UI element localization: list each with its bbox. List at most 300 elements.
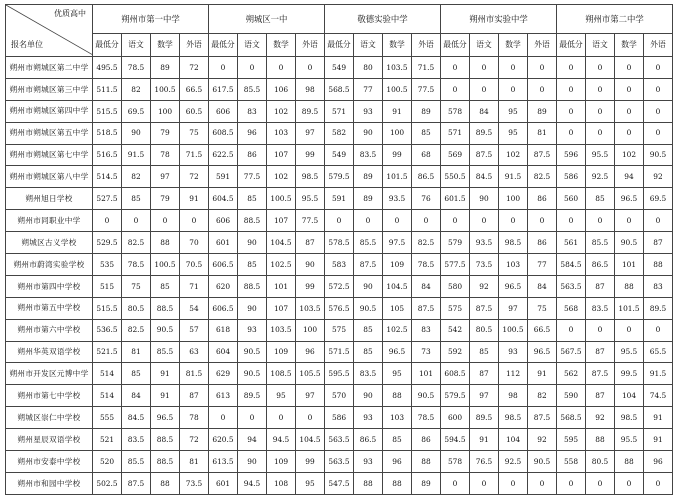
score-cell: 0 [644, 319, 673, 341]
table-row [6, 275, 673, 297]
score-cell: 600 [441, 407, 470, 429]
score-cell: 620 [209, 275, 238, 297]
score-cell: 84 [528, 275, 557, 297]
corner-label-high-school: 优质高中 [54, 9, 86, 18]
score-cell: 596 [557, 144, 586, 166]
score-cell: 102 [499, 144, 528, 166]
score-cell: 0 [615, 57, 644, 79]
score-cell: 102 [267, 166, 296, 188]
score-cell: 0 [586, 472, 615, 494]
score-cell: 101 [615, 254, 644, 276]
score-cell: 89.5 [470, 122, 499, 144]
score-cell: 100.5 [499, 319, 528, 341]
score-cell: 96.5 [528, 341, 557, 363]
score-cell: 95 [499, 100, 528, 122]
score-cell: 0 [151, 210, 180, 232]
score-cell: 0 [557, 100, 586, 122]
score-cell: 0 [528, 472, 557, 494]
score-cell: 515.5 [93, 297, 122, 319]
score-cell: 90.5 [238, 341, 267, 363]
score-cell: 0 [383, 210, 412, 232]
score-cell: 82.5 [122, 232, 151, 254]
score-cell: 586 [557, 166, 586, 188]
score-cell: 85 [586, 188, 615, 210]
score-cell: 100.5 [383, 78, 412, 100]
score-cell: 86 [528, 188, 557, 210]
score-cell: 54 [180, 297, 209, 319]
score-cell: 618 [209, 319, 238, 341]
score-cell: 75 [528, 297, 557, 319]
score-cell: 87 [586, 341, 615, 363]
score-cell: 57 [180, 319, 209, 341]
score-cell: 100.5 [151, 254, 180, 276]
score-cell: 569 [441, 144, 470, 166]
table-row [6, 166, 673, 188]
score-cell: 0 [528, 78, 557, 100]
table-row [6, 122, 673, 144]
score-cell: 75 [180, 122, 209, 144]
corner-label-applicant-unit: 报名单位 [11, 40, 43, 49]
score-cell: 0 [644, 210, 673, 232]
score-cell: 91 [180, 188, 209, 210]
score-cell: 92 [586, 407, 615, 429]
score-cell: 97 [151, 166, 180, 188]
score-cell: 622.5 [209, 144, 238, 166]
score-cell: 81 [122, 341, 151, 363]
score-cell: 90.5 [528, 451, 557, 473]
score-cell: 109 [267, 451, 296, 473]
score-cell: 606.5 [209, 297, 238, 319]
score-cell: 604.5 [209, 188, 238, 210]
score-cell: 105.5 [296, 363, 325, 385]
score-cell: 95.5 [615, 429, 644, 451]
score-cell: 78.5 [412, 407, 441, 429]
score-cell: 582 [325, 122, 354, 144]
score-cell: 89 [412, 100, 441, 122]
score-cell: 87 [180, 385, 209, 407]
score-cell: 107 [267, 210, 296, 232]
score-cell: 100 [296, 319, 325, 341]
score-cell: 84 [122, 385, 151, 407]
score-cell: 98.5 [296, 166, 325, 188]
score-cell: 606.5 [209, 254, 238, 276]
corner-header-cell [6, 5, 93, 57]
score-cell: 577.5 [441, 254, 470, 276]
score-cell: 106 [267, 78, 296, 100]
score-cell: 91 [151, 363, 180, 385]
score-cell: 102.5 [383, 319, 412, 341]
score-cell: 620.5 [209, 429, 238, 451]
score-cell: 613 [209, 385, 238, 407]
score-cell: 82.5 [122, 319, 151, 341]
score-cell: 0 [296, 407, 325, 429]
score-cell: 71.5 [412, 57, 441, 79]
school-header-2: 朔城区一中 [209, 5, 325, 34]
score-cell: 86.5 [412, 166, 441, 188]
score-cell: 72 [180, 166, 209, 188]
score-cell: 77.5 [412, 78, 441, 100]
score-cell: 0 [267, 57, 296, 79]
score-cell: 71 [180, 275, 209, 297]
score-cell: 100.5 [151, 78, 180, 100]
score-cell: 0 [470, 57, 499, 79]
score-cell: 578 [441, 451, 470, 473]
column-header-math: 数学 [615, 34, 644, 57]
applicant-school-name: 朔州市第五中学校 [6, 297, 93, 319]
score-cell: 108.5 [267, 363, 296, 385]
score-cell: 86.5 [586, 254, 615, 276]
score-cell: 514 [93, 385, 122, 407]
score-cell: 83.5 [586, 297, 615, 319]
score-cell: 0 [325, 210, 354, 232]
score-cell: 0 [557, 319, 586, 341]
score-cell: 0 [586, 210, 615, 232]
score-cell: 104.5 [267, 232, 296, 254]
score-cell: 87.5 [528, 407, 557, 429]
score-cell: 85 [354, 341, 383, 363]
score-cell: 570 [325, 385, 354, 407]
score-cell: 88 [383, 385, 412, 407]
score-cell: 98.5 [615, 407, 644, 429]
table-row [6, 297, 673, 319]
applicant-school-name: 朔州市第四中学校 [6, 275, 93, 297]
table-row [6, 232, 673, 254]
column-header-min-score: 最低分 [93, 34, 122, 57]
column-header-english: 外语 [644, 34, 673, 57]
applicant-school-name: 朔州市朔城区第三中学 [6, 78, 93, 100]
score-cell: 95 [499, 122, 528, 144]
score-cell: 97 [499, 297, 528, 319]
score-cell: 93.5 [383, 188, 412, 210]
score-cell: 87 [586, 385, 615, 407]
score-cell: 0 [267, 407, 296, 429]
score-cell: 0 [209, 57, 238, 79]
score-cell: 518.5 [93, 122, 122, 144]
applicant-school-name: 朔州市朔城区第八中学 [6, 166, 93, 188]
score-cell: 575 [441, 297, 470, 319]
score-cell: 0 [615, 472, 644, 494]
score-cell: 84.5 [470, 166, 499, 188]
score-cell: 514.5 [93, 166, 122, 188]
score-cell: 101 [412, 363, 441, 385]
score-cell: 0 [557, 57, 586, 79]
score-cell: 547.5 [325, 472, 354, 494]
score-cell: 78.5 [122, 57, 151, 79]
score-cell: 91.5 [122, 144, 151, 166]
score-cell: 91 [470, 429, 499, 451]
column-header-min-score: 最低分 [325, 34, 354, 57]
score-cell: 88 [354, 472, 383, 494]
score-cell: 87.5 [470, 297, 499, 319]
score-cell: 97.5 [383, 232, 412, 254]
score-cell: 89 [354, 166, 383, 188]
school-header-5: 朔州市第二中学 [557, 5, 673, 34]
column-header-math: 数学 [499, 34, 528, 57]
score-cell: 73.5 [470, 254, 499, 276]
score-cell: 88 [151, 232, 180, 254]
score-cell: 87.5 [528, 144, 557, 166]
score-cell: 88.5 [151, 451, 180, 473]
column-header-math: 数学 [267, 34, 296, 57]
applicant-school-name: 朔州旭日学校 [6, 188, 93, 210]
score-cell: 81 [528, 122, 557, 144]
score-cell: 95.5 [296, 188, 325, 210]
score-cell: 102 [267, 100, 296, 122]
table-row [6, 363, 673, 385]
score-cell: 88.5 [238, 275, 267, 297]
score-cell: 98.5 [499, 407, 528, 429]
score-cell: 102.5 [267, 254, 296, 276]
score-cell: 85.5 [122, 451, 151, 473]
applicant-school-name: 朔州市朔城区第四中学 [6, 100, 93, 122]
score-cell: 85.5 [354, 232, 383, 254]
score-cell: 99.5 [615, 363, 644, 385]
score-cell: 595 [557, 429, 586, 451]
applicant-school-name: 朔州市开发区元博中学 [6, 363, 93, 385]
score-cell: 97 [296, 122, 325, 144]
score-cell: 549 [325, 144, 354, 166]
score-cell: 90 [238, 232, 267, 254]
table-row [6, 254, 673, 276]
score-cell: 590 [557, 385, 586, 407]
score-cell: 562 [557, 363, 586, 385]
score-cell: 112 [499, 363, 528, 385]
score-cell: 0 [615, 122, 644, 144]
score-cell: 95 [267, 385, 296, 407]
score-cell: 98 [499, 385, 528, 407]
score-cell: 549 [325, 57, 354, 79]
score-cell: 0 [586, 78, 615, 100]
score-cell: 84.5 [122, 407, 151, 429]
table-row [6, 144, 673, 166]
score-cell: 83.5 [354, 144, 383, 166]
score-cell: 550.5 [441, 166, 470, 188]
score-cell: 89.5 [238, 385, 267, 407]
score-cell: 73 [412, 341, 441, 363]
applicant-school-name: 朔州星辰双语学校 [6, 429, 93, 451]
score-cell: 96.5 [151, 407, 180, 429]
table-row [6, 100, 673, 122]
score-cell: 104 [615, 385, 644, 407]
table-row [6, 78, 673, 100]
score-cell: 85.5 [586, 232, 615, 254]
score-cell: 0 [296, 57, 325, 79]
score-cell: 91.5 [499, 166, 528, 188]
score-cell: 85.5 [151, 341, 180, 363]
score-cell: 515 [93, 275, 122, 297]
score-cell: 0 [644, 57, 673, 79]
column-header-min-score: 最低分 [441, 34, 470, 57]
score-cell: 78 [151, 144, 180, 166]
score-cell: 591 [325, 188, 354, 210]
table-row [6, 188, 673, 210]
applicant-school-name: 朔州华英双语学校 [6, 341, 93, 363]
column-header-math: 数学 [151, 34, 180, 57]
score-cell: 91 [528, 363, 557, 385]
admission-score-table-container [5, 4, 673, 495]
column-header-english: 外语 [296, 34, 325, 57]
score-cell: 77 [528, 254, 557, 276]
score-cell: 91 [151, 385, 180, 407]
score-cell: 0 [644, 78, 673, 100]
score-cell: 102 [615, 144, 644, 166]
score-cell: 529.5 [93, 232, 122, 254]
score-cell: 579 [441, 232, 470, 254]
score-cell: 0 [586, 100, 615, 122]
score-cell: 88 [644, 254, 673, 276]
score-cell: 84 [412, 275, 441, 297]
score-cell: 83 [644, 275, 673, 297]
score-cell: 536.5 [93, 319, 122, 341]
score-cell: 563.5 [325, 429, 354, 451]
score-cell: 515.5 [93, 100, 122, 122]
score-cell: 0 [557, 122, 586, 144]
score-cell: 594.5 [441, 429, 470, 451]
applicant-school-name: 朔州市蔚湾实验学校 [6, 254, 93, 276]
score-cell: 0 [557, 472, 586, 494]
score-cell: 0 [615, 78, 644, 100]
score-cell: 80.5 [470, 319, 499, 341]
score-cell: 99 [296, 275, 325, 297]
score-cell: 93 [354, 451, 383, 473]
score-cell: 82 [122, 78, 151, 100]
score-cell: 0 [528, 210, 557, 232]
score-cell: 90 [354, 122, 383, 144]
score-cell: 101.5 [615, 297, 644, 319]
score-cell: 97 [470, 385, 499, 407]
table-row [6, 472, 673, 494]
score-cell: 85 [122, 188, 151, 210]
score-cell: 94 [238, 429, 267, 451]
score-cell: 83.5 [122, 429, 151, 451]
score-cell: 78 [180, 407, 209, 429]
score-cell: 578.5 [325, 232, 354, 254]
score-cell: 0 [441, 57, 470, 79]
score-cell: 86 [412, 429, 441, 451]
score-cell: 98.5 [499, 232, 528, 254]
score-cell: 0 [238, 57, 267, 79]
score-cell: 514 [93, 363, 122, 385]
score-cell: 89 [354, 188, 383, 210]
score-cell: 511.5 [93, 78, 122, 100]
school-header-row [6, 5, 673, 34]
score-cell: 73.5 [180, 472, 209, 494]
score-cell: 79 [151, 188, 180, 210]
score-cell: 85 [470, 341, 499, 363]
score-cell: 104.5 [296, 429, 325, 451]
score-cell: 85.5 [238, 78, 267, 100]
score-cell: 516.5 [93, 144, 122, 166]
applicant-school-name: 朔州市朔城区第二中学 [6, 57, 93, 79]
column-header-chinese: 语文 [470, 34, 499, 57]
score-cell: 85 [122, 363, 151, 385]
score-cell: 90 [238, 297, 267, 319]
score-cell: 91 [644, 429, 673, 451]
score-cell: 85 [412, 122, 441, 144]
score-cell: 109 [383, 254, 412, 276]
score-cell: 85 [383, 429, 412, 451]
score-cell: 85 [151, 275, 180, 297]
score-cell: 100 [499, 188, 528, 210]
score-cell: 571.5 [325, 341, 354, 363]
score-cell: 558 [557, 451, 586, 473]
score-cell: 92 [528, 429, 557, 451]
score-cell: 0 [557, 78, 586, 100]
score-cell: 100 [151, 100, 180, 122]
table-row [6, 57, 673, 79]
score-cell: 72 [180, 429, 209, 451]
score-cell: 104.5 [383, 275, 412, 297]
score-cell: 96.5 [499, 275, 528, 297]
score-cell: 527.5 [93, 188, 122, 210]
score-cell: 88 [615, 275, 644, 297]
score-cell: 93 [354, 100, 383, 122]
table-row [6, 341, 673, 363]
subject-header-row [6, 34, 673, 57]
score-cell: 608.5 [209, 122, 238, 144]
score-cell: 0 [470, 210, 499, 232]
score-cell: 87.5 [354, 254, 383, 276]
score-cell: 584.5 [557, 254, 586, 276]
score-cell: 572.5 [325, 275, 354, 297]
score-cell: 535 [93, 254, 122, 276]
score-cell: 495.5 [93, 57, 122, 79]
score-cell: 90.5 [412, 385, 441, 407]
score-cell: 96 [383, 451, 412, 473]
column-header-chinese: 语文 [238, 34, 267, 57]
score-cell: 0 [499, 78, 528, 100]
score-cell: 0 [586, 57, 615, 79]
score-cell: 107 [267, 297, 296, 319]
score-cell: 580 [441, 275, 470, 297]
score-cell: 88 [412, 451, 441, 473]
score-cell: 90 [122, 122, 151, 144]
score-cell: 563.5 [325, 451, 354, 473]
score-cell: 66.5 [180, 78, 209, 100]
column-header-english: 外语 [180, 34, 209, 57]
column-header-english: 外语 [528, 34, 557, 57]
score-cell: 521 [93, 429, 122, 451]
score-cell: 77.5 [296, 210, 325, 232]
score-cell: 563.5 [557, 275, 586, 297]
score-cell: 87 [644, 232, 673, 254]
score-cell: 82 [528, 385, 557, 407]
score-cell: 0 [180, 210, 209, 232]
score-cell: 87 [586, 275, 615, 297]
column-header-chinese: 语文 [586, 34, 615, 57]
score-cell: 104 [499, 429, 528, 451]
score-cell: 85 [354, 319, 383, 341]
score-cell: 88 [383, 472, 412, 494]
score-cell: 84 [470, 100, 499, 122]
score-cell: 91.5 [644, 363, 673, 385]
table-row [6, 210, 673, 232]
score-cell: 82 [122, 166, 151, 188]
score-cell: 71.5 [180, 144, 209, 166]
score-cell: 77.5 [238, 166, 267, 188]
score-cell: 103.5 [296, 297, 325, 319]
score-cell: 96 [644, 451, 673, 473]
applicant-school-name: 朔城区崇仁中学校 [6, 407, 93, 429]
score-cell: 0 [499, 57, 528, 79]
score-cell: 101.5 [383, 166, 412, 188]
score-cell: 93 [238, 319, 267, 341]
score-cell: 579.5 [325, 166, 354, 188]
score-cell: 601.5 [441, 188, 470, 210]
score-cell: 601 [209, 232, 238, 254]
score-cell: 97 [296, 385, 325, 407]
score-cell: 89 [151, 57, 180, 79]
